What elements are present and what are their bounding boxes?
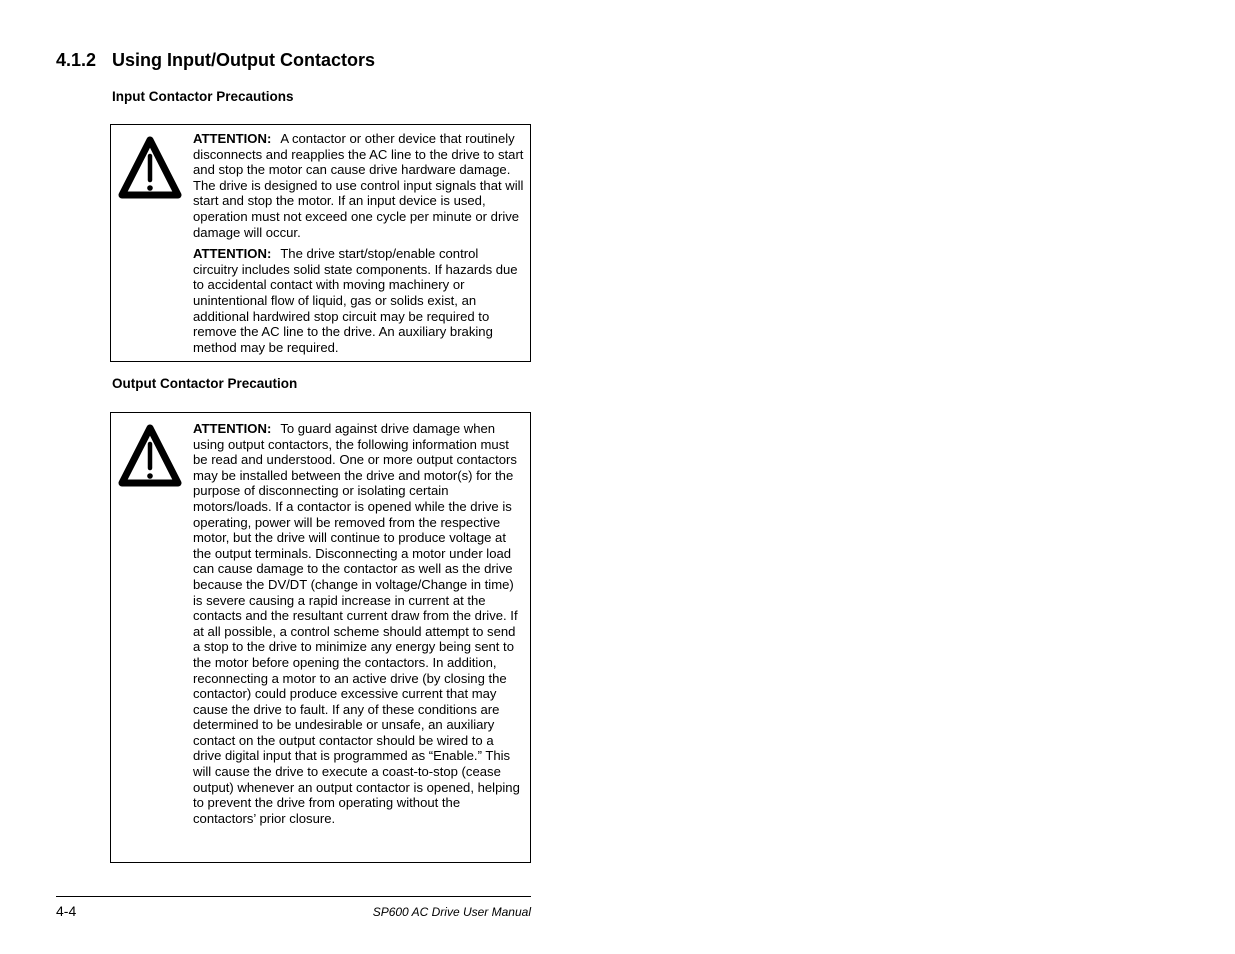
warning-icon: [117, 133, 183, 199]
output-attention-text: [193, 421, 524, 832]
section-heading: [56, 50, 375, 71]
attention-label: ATTENTION:: [193, 131, 272, 146]
output-attention-box: [110, 412, 531, 863]
input-attention-text: [193, 131, 524, 361]
warning-icon: [117, 421, 183, 487]
attention-body: To guard against drive damage when using output contactors, the following information must be read and understood. One or more output contactors may be installed between the drive and motor(s) for the purpose of disconnecting or isolating certain motors/loads. If a contactor is opened while the drive is operating, power will be removed from the respective motor, but the drive will continue to produce voltage at the output terminals. Disconnecting a motor under load can cause damage to the contactor as well as the drive because the DV/DT (change in voltage/Change in time) is severe causing a rapid increase in current at the contacts and the resultant current draw from the drive. If at all possible, a control scheme should attempt to send a stop to the drive to minimize any energy being sent to the motor before opening the contactors. In addition, reconnecting a motor to an active drive (by closing the contactor) could produce excessive current that may cause the drive to fault. If any of these conditions are determined to be undesirable or unsafe, an auxiliary contact on the output contactor should be wired to a drive digital input that is programmed as “Enable.” This will cause the drive to execute a coast-to-stop (cease output) whenever an output contactor is opened, helping to prevent the drive from operating without the contactors’ prior closure.: [193, 421, 520, 826]
attention-paragraph: [193, 131, 524, 240]
manual-title: SP600 AC Drive User Manual: [372, 905, 531, 919]
attention-paragraph: [193, 421, 524, 826]
footer-divider: [56, 896, 531, 897]
attention-label: ATTENTION:: [193, 246, 272, 262]
input-contactor-heading: Input Contactor Precautions: [112, 89, 294, 104]
attention-body: The drive start/stop/enable control circuitry includes solid state components. If hazards due to accidental contact with moving machinery or unintentional flow of liquid, gas or solids exist, an additional hardwired stop circuit may be required to remove the AC line to the drive. An auxiliary braking method may be required.: [193, 246, 518, 355]
page-number: 4-4: [56, 903, 77, 919]
attention-paragraph: [193, 246, 524, 355]
attention-label: ATTENTION:: [193, 421, 272, 436]
section-number: 4.1.2: [56, 50, 97, 70]
attention-body: A contactor or other device that routinely disconnects and reapplies the AC line to the drive to start and stop the motor can cause drive hardware damage. The drive is designed to use control input signals that will start and stop the motor. If an input device is used, operation must not exceed one cycle per minute or drive damage will occur.: [193, 131, 524, 240]
input-attention-box: [110, 124, 531, 362]
output-contactor-heading: Output Contactor Precaution: [112, 376, 298, 391]
section-title: Using Input/Output Contactors: [112, 50, 375, 70]
